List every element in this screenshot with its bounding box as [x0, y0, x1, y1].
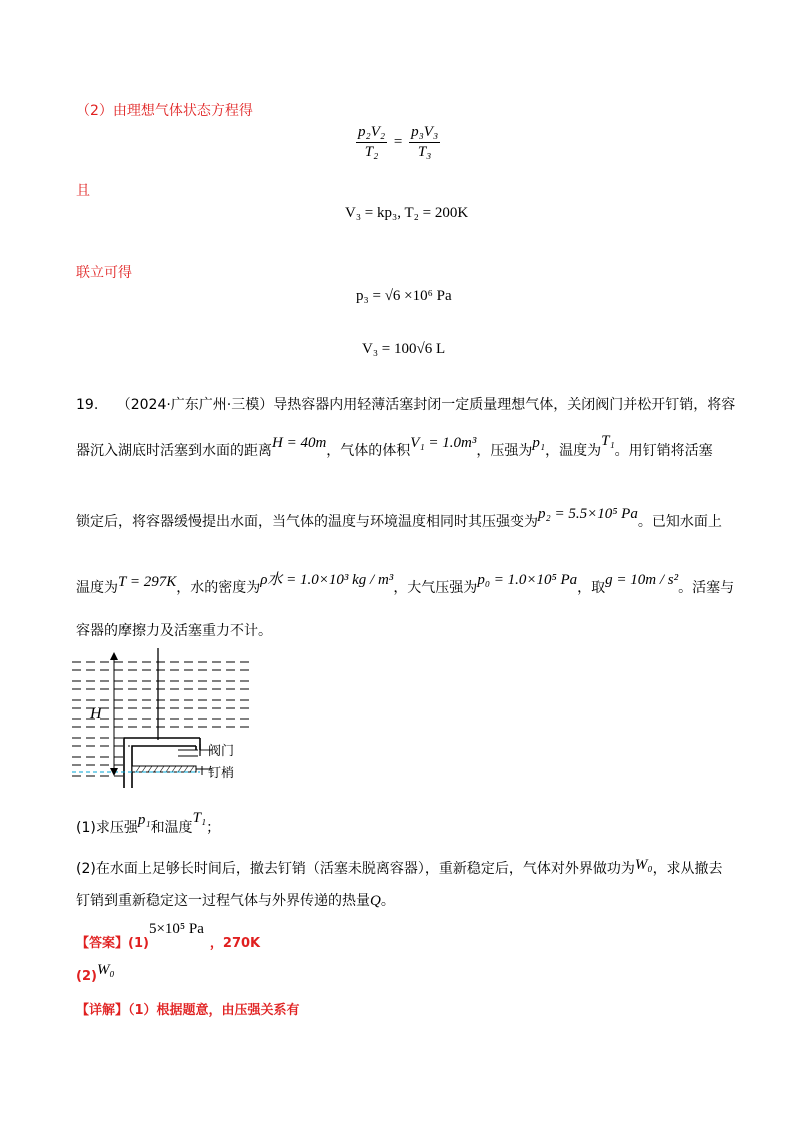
problem-line-5: 容器的摩擦力及活塞重力不计。 [76, 623, 272, 639]
problem-text-3a: 锁定后，将容器缓慢提出水面，当气体的温度与环境温度相同时其压强变为 [76, 514, 538, 530]
piston [132, 766, 196, 772]
label-pin: 钉梢 [208, 766, 235, 781]
combine-label: 联立可得 [76, 265, 132, 281]
problem-text-1: 导热容器内用轻薄活塞封闭一定质量理想气体，关闭阀门并松开钉销，将容 [273, 397, 736, 413]
problem-text-4d: ，取 [577, 580, 606, 596]
problem-text-2d: ，温度为 [545, 443, 602, 459]
q2-Q: Q [370, 893, 381, 909]
problem-text-4e: 。活塞与 [678, 580, 735, 596]
problem-line-4 [76, 572, 735, 597]
var-p0: p₀ = 1.0×10⁵ Pa [477, 572, 578, 588]
problem-text-4c: ，大气压强为 [393, 580, 478, 596]
var-rho: ρ水 = 1.0×10³ kg / m³ [260, 572, 394, 588]
q2-text-end: 。 [380, 893, 395, 909]
eq-lhs-num: p₂V₂ [356, 124, 387, 143]
q2-W0: W₀ [634, 857, 653, 873]
answer-W0: W₀ [96, 962, 115, 978]
q1-text-a: (1)求压强 [76, 820, 138, 836]
var-g: g = 10m / s² [605, 572, 679, 588]
problem-number: 19. [76, 397, 99, 413]
var-H: H = 40m [272, 435, 327, 451]
container-diagram [70, 648, 260, 796]
q1-text-b: 和温度 [150, 820, 193, 836]
var-T: T = 297K [118, 574, 177, 590]
problem-line-3 [76, 506, 722, 531]
part2-heading: （2）由理想气体状态方程得 [76, 103, 253, 119]
label-H: H [90, 705, 102, 722]
q1-p1: p₁ [137, 812, 151, 828]
q2-text-a: (2)在水面上足够长时间后，撤去钉销（活塞未脱离容器），重新稳定后，气体对外界做功为 [76, 861, 635, 877]
detail-text: （1）根据题意，由压强关系有 [128, 1003, 300, 1018]
problem-text-3b: 。已知水面上 [637, 514, 722, 530]
var-p2: p₂ = 5.5×10⁵ Pa [538, 506, 638, 522]
answer-line-1 [76, 921, 261, 952]
problem-line-1 [76, 394, 735, 414]
problem-text-4a: 温度为 [76, 580, 118, 596]
answer-p1: 5×10⁵ Pa [148, 921, 204, 937]
eq-rhs-den: T₃ [417, 144, 432, 160]
answer-tag: 【答案】(1) [76, 936, 149, 951]
answer-sep: ， [209, 936, 223, 951]
q2-text-b: ，求从撤去 [652, 861, 723, 877]
problem-line-2 [76, 433, 713, 460]
equation-v3: V₃ = 100√6 L [362, 341, 446, 357]
and-label: 且 [76, 183, 90, 199]
eq-rhs-num: p₃V₃ [409, 124, 440, 143]
question-2-line-1 [76, 858, 723, 878]
answer-line-2 [76, 962, 115, 985]
answer-part2: (2) [76, 969, 97, 984]
var-T1: T₁ [601, 433, 615, 449]
eq-sign: = [393, 133, 403, 150]
detail-line [76, 999, 300, 1018]
equation-condition: V₃ = kp₃, T₂ = 200K [345, 205, 469, 221]
q2-text-c: 钉销到重新稳定这一过程气体与外界传递的热量 [76, 893, 370, 909]
var-p1: p₁ [532, 435, 546, 451]
container-walls [124, 738, 200, 788]
problem-text-2b: ，气体的体积 [326, 443, 411, 459]
problem-source: （2024·广东广州·三模） [116, 397, 274, 413]
problem-text-2e: 。用钉销将活塞 [614, 443, 713, 459]
var-V1: V₁ = 1.0m³ [410, 435, 477, 451]
problem-text-2c: ，压强为 [476, 443, 533, 459]
label-valve: 阀门 [208, 744, 235, 759]
question-2-line-2 [76, 890, 395, 910]
eq-lhs-den: T₂ [364, 144, 379, 160]
q1-text-c: ； [206, 820, 221, 836]
problem-text-4b: ，水的密度为 [176, 580, 261, 596]
question-1 [76, 810, 221, 837]
equation-p3: p₃ = √6 ×10⁶ Pa [356, 288, 452, 304]
answer-T1: 270K [222, 936, 261, 951]
detail-tag: 【详解】 [76, 1003, 129, 1018]
q1-T1: T₁ [192, 810, 207, 826]
equation-state [356, 124, 440, 161]
problem-text-2a: 器沉入湖底时活塞到水面的距离 [76, 443, 272, 459]
